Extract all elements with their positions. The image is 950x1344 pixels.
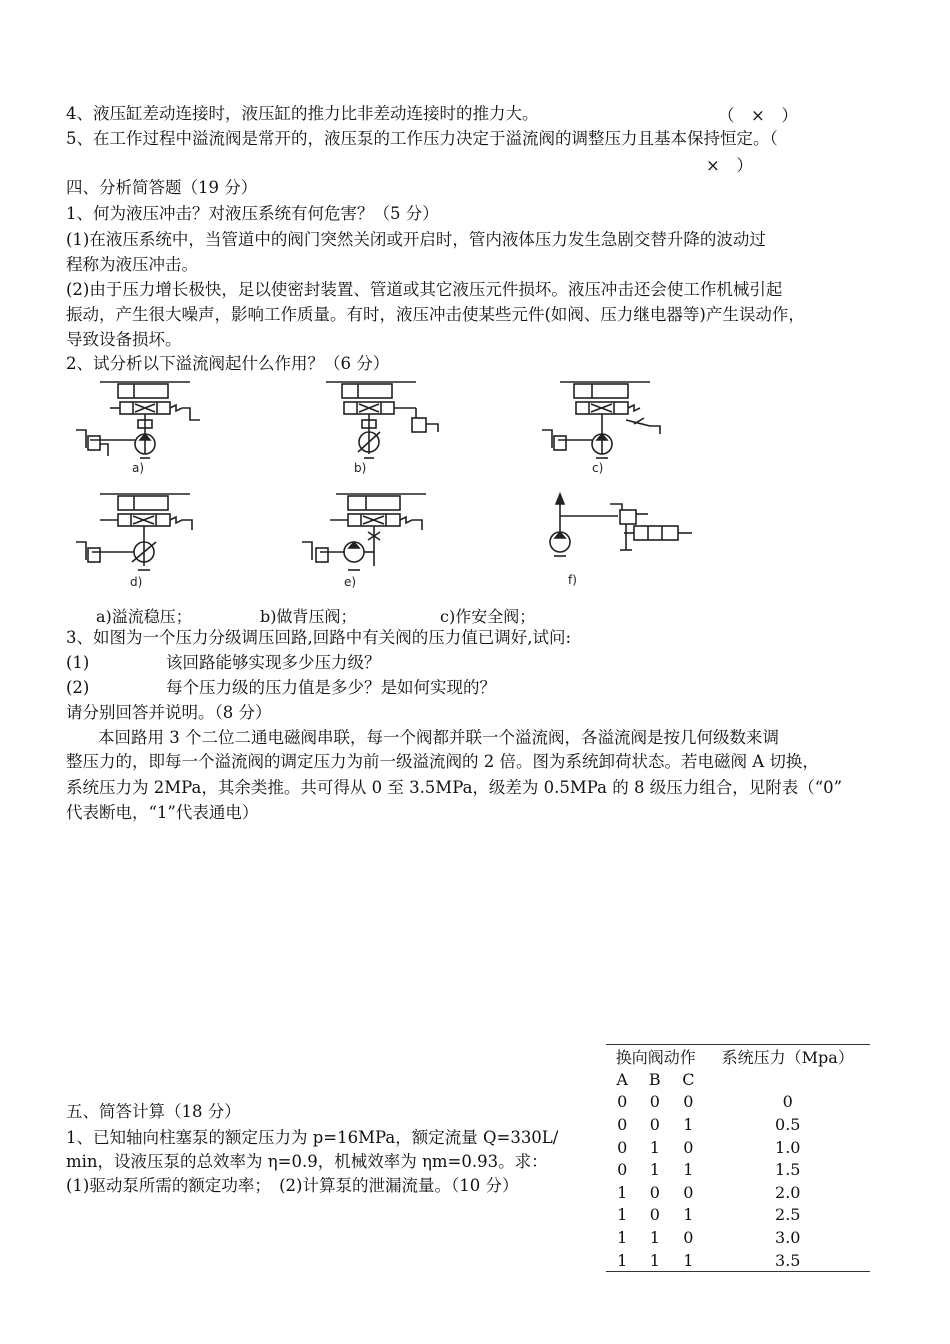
- table-row: 0 1 0 1.0: [617, 1137, 801, 1157]
- table-row: 0 1 1 1.5: [617, 1160, 801, 1180]
- table-row: 1 1 1 3.5: [617, 1250, 801, 1270]
- figure-label-c: c): [592, 461, 604, 475]
- circuit-figure-e: [298, 490, 448, 592]
- col-a: A: [616, 1069, 628, 1089]
- header-valve-action: 换向阀动作: [615, 1048, 696, 1067]
- figure-label-b: b): [354, 461, 367, 475]
- q3-question: 3、如图为一个压力分级调压回路,回路中有关阀的压力值已调好,试问:: [66, 628, 572, 647]
- figure-label-e: e): [344, 575, 357, 589]
- section4-title: 四、分析简答题（19 分）: [66, 178, 258, 197]
- q3-answer-line4: 代表断电，“1”代表通电）: [66, 803, 259, 822]
- q3-item-2: 每个压力级的压力值是多少？是如何实现的？: [166, 678, 496, 697]
- q3-item-2-number: (2): [66, 678, 90, 697]
- judge-item-4: 4、液压缸差动连接时，液压缸的推力比非差动连接时的推力大。: [66, 104, 539, 123]
- section5-title: 五、简答计算（18 分）: [66, 1102, 241, 1121]
- table-row: 0 0 0 0: [617, 1092, 793, 1112]
- figure-label-d: d): [130, 575, 143, 589]
- table-row: 1 0 0 2.0: [617, 1182, 801, 1202]
- q3-answer-line3: 系统压力为 2MPa，其余类推。共可得从 0 至 3.5MPa，级差为 0.5MPa 的 8 级压力组合，见附表（“0”: [66, 778, 843, 797]
- circuit-figure-b: [316, 378, 466, 480]
- header-system-pressure: 系统压力（Mpa）: [721, 1048, 854, 1067]
- table-header-row: [606, 1045, 870, 1069]
- col-c: C: [682, 1069, 695, 1089]
- q3-item-1: 该回路能够实现多少压力级？: [166, 653, 381, 672]
- q1-answer-2-line1: (2)由于压力增长极快，足以使密封装置、管道或其它液压元件损坏。液压冲击还会使工作机械引起: [66, 280, 783, 299]
- judge-answer-5: × ）: [706, 156, 753, 175]
- figure-label-a: a): [132, 461, 145, 475]
- q2-question: 2、试分析以下溢流阀起什么作用？（6 分）: [66, 354, 390, 373]
- table-row: 1 0 1 2.5: [617, 1205, 801, 1225]
- caption-b: b)做背压阀；: [260, 607, 357, 626]
- q1-answer-1-line2: 程称为液压冲击。: [66, 255, 198, 274]
- caption-a: a)溢流稳压；: [96, 607, 192, 626]
- table-row: 0 0 1 0.5: [617, 1114, 801, 1134]
- col-b: B: [648, 1069, 661, 1089]
- caption-c: c)作安全阀；: [440, 607, 536, 626]
- q1-question: 1、何为液压冲击？对液压系统有何危害？（5 分）: [66, 204, 439, 223]
- s5-q1-line2: min，设液压泵的总效率为 η=0.9，机械效率为 ηm=0.93。求：: [66, 1152, 548, 1171]
- q3-note: 请分别回答并说明。（8 分）: [66, 703, 272, 722]
- s5-q1-line3: (1)驱动泵所需的额定功率； (2)计算泵的泄漏流量。（10 分）: [66, 1176, 519, 1195]
- judge-item-5: 5、在工作过程中溢流阀是常开的，液压泵的工作压力决定于溢流阀的调整压力且基本保持恒定。（: [66, 129, 778, 148]
- q3-item-1-number: (1): [66, 653, 90, 672]
- judge-answer-4: （ × ）: [718, 106, 798, 125]
- circuit-figure-a: [70, 378, 220, 480]
- table-row: 1 1 0 3.0: [617, 1227, 801, 1247]
- pressure-level-table: [606, 1044, 870, 1272]
- s5-q1-line1: 1、已知轴向柱塞泵的额定压力为 p=16MPa，额定流量 Q=330L/: [66, 1128, 559, 1147]
- circuit-figure-d: [70, 490, 220, 592]
- q3-answer-line2: 整压力的，即每一个溢流阀的调定压力为前一级溢流阀的 2 倍。图为系统卸荷状态。若电磁阀 A 切换，: [66, 752, 819, 771]
- table-subheader-row: [606, 1068, 870, 1091]
- q1-answer-2-line3: 导致设备损坏。: [66, 330, 182, 349]
- circuit-figure-c: [534, 378, 684, 480]
- q1-answer-1-line1: (1)在液压系统中，当管道中的阀门突然关闭或开启时，管内液体压力发生急剧交替升降的波动过: [66, 230, 766, 249]
- q1-answer-2-line2: 振动，产生很大噪声，影响工作质量。有时，液压冲击使某些元件(如阀、压力继电器等)产生误动作，: [66, 305, 805, 324]
- circuit-figure-f: [530, 490, 700, 592]
- figure-label-f: f): [568, 573, 577, 587]
- q3-answer-line1: 本回路用 3 个二位二通电磁阀串联，每一个阀都并联一个溢流阀，各溢流阀是按几何级数来调: [98, 728, 779, 747]
